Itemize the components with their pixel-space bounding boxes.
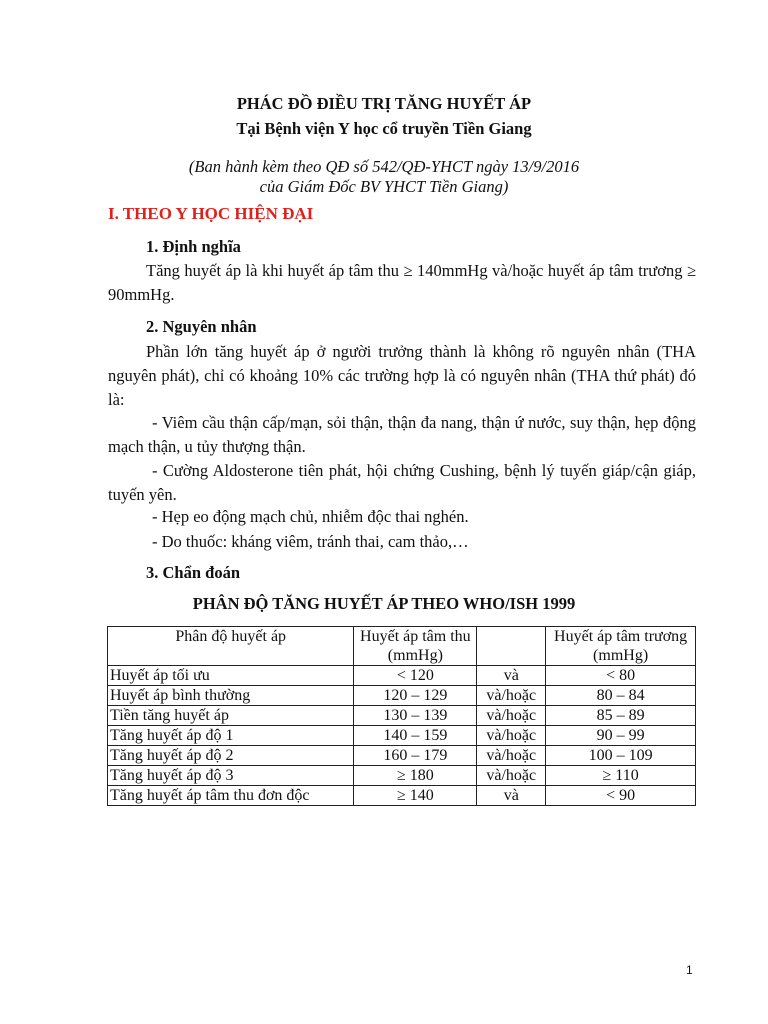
cell-classification: Tăng huyết áp độ 3 [108, 766, 354, 786]
cell-classification: Huyết áp bình thường [108, 686, 354, 706]
cell-diastolic: 85 – 89 [546, 706, 696, 726]
cell-connector: và/hoặc [477, 706, 546, 726]
cell-systolic: 130 – 139 [354, 706, 477, 726]
cell-diastolic: < 90 [546, 786, 696, 806]
cell-systolic: ≥ 140 [354, 786, 477, 806]
table-row [108, 666, 696, 686]
cell-systolic: ≥ 180 [354, 766, 477, 786]
table-header-row [108, 627, 696, 666]
cell-classification: Tăng huyết áp tâm thu đơn độc [108, 786, 354, 806]
cell-classification: Huyết áp tối ưu [108, 666, 354, 686]
causes-text: Phần lớn tăng huyết áp ở người trưởng thành là không rõ nguyên nhân (THA nguyên phát), chỉ có khoảng 10% các trường hợp là có nguyên nhân (THA thứ phát) đó là: [108, 342, 696, 409]
header-classification: Phân độ huyết áp [108, 627, 354, 666]
header-diastolic: Huyết áp tâm trương (mmHg) [546, 627, 696, 666]
cause-item-drugs: - Do thuốc: kháng viêm, tránh thai, cam thảo,… [152, 532, 469, 551]
cause-item-renal: - Viêm cầu thận cấp/mạn, sỏi thận, thận đa nang, thận ứ nước, suy thận, hẹp động mạch thận, u tủy thượng thận. [108, 413, 696, 456]
page-number: 1 [686, 963, 693, 977]
cause-item-aortic: - Hẹp eo động mạch chủ, nhiễm độc thai nghén. [152, 507, 469, 526]
cell-systolic: < 120 [354, 666, 477, 686]
table-row [108, 686, 696, 706]
table-title: PHÂN ĐỘ TĂNG HUYẾT ÁP THEO WHO/ISH 1999 [192, 594, 576, 613]
header-systolic: Huyết áp tâm thu (mmHg) [354, 627, 477, 666]
cell-diastolic: ≥ 110 [546, 766, 696, 786]
cell-connector: và/hoặc [477, 686, 546, 706]
table-row [108, 766, 696, 786]
section-heading-modern-medicine: I. THEO Y HỌC HIỆN ĐẠI [108, 204, 314, 223]
heading-causes: 2. Nguyên nhân [146, 317, 257, 336]
cell-classification: Tiền tăng huyết áp [108, 706, 354, 726]
document-title: PHÁC ĐỒ ĐIỀU TRỊ TĂNG HUYẾT ÁP [236, 94, 532, 113]
table-row [108, 706, 696, 726]
table-row [108, 746, 696, 766]
heading-diagnosis: 3. Chẩn đoán [146, 563, 240, 582]
cell-connector: và/hoặc [477, 746, 546, 766]
issuance-note-line1: (Ban hành kèm theo QĐ số 542/QĐ-YHCT ngày 13/9/2016 [188, 157, 580, 176]
cell-diastolic: 80 – 84 [546, 686, 696, 706]
cell-systolic: 120 – 129 [354, 686, 477, 706]
cell-diastolic: 100 – 109 [546, 746, 696, 766]
cell-connector: và/hoặc [477, 726, 546, 746]
heading-definition: 1. Định nghĩa [146, 237, 241, 256]
cell-classification: Tăng huyết áp độ 2 [108, 746, 354, 766]
cell-connector: và [477, 666, 546, 686]
cell-systolic: 160 – 179 [354, 746, 477, 766]
blood-pressure-classification-table [107, 626, 696, 806]
cell-connector: và/hoặc [477, 766, 546, 786]
issuance-note-line2: của Giám Đốc BV YHCT Tiền Giang) [259, 177, 509, 196]
cell-diastolic: 90 – 99 [546, 726, 696, 746]
cell-classification: Tăng huyết áp độ 1 [108, 726, 354, 746]
table-row [108, 786, 696, 806]
header-connector [477, 627, 546, 666]
table-row [108, 726, 696, 746]
cell-connector: và [477, 786, 546, 806]
document-subtitle: Tại Bệnh viện Y học cổ truyền Tiền Giang [236, 119, 532, 138]
cell-systolic: 140 – 159 [354, 726, 477, 746]
cell-diastolic: < 80 [546, 666, 696, 686]
definition-text: Tăng huyết áp là khi huyết áp tâm thu ≥ 140mmHg và/hoặc huyết áp tâm trương ≥ 90mmHg. [108, 261, 696, 304]
cause-item-endocrine: - Cường Aldosterone tiên phát, hội chứng Cushing, bệnh lý tuyến giáp/cận giáp, tuyến yên. [108, 461, 696, 504]
